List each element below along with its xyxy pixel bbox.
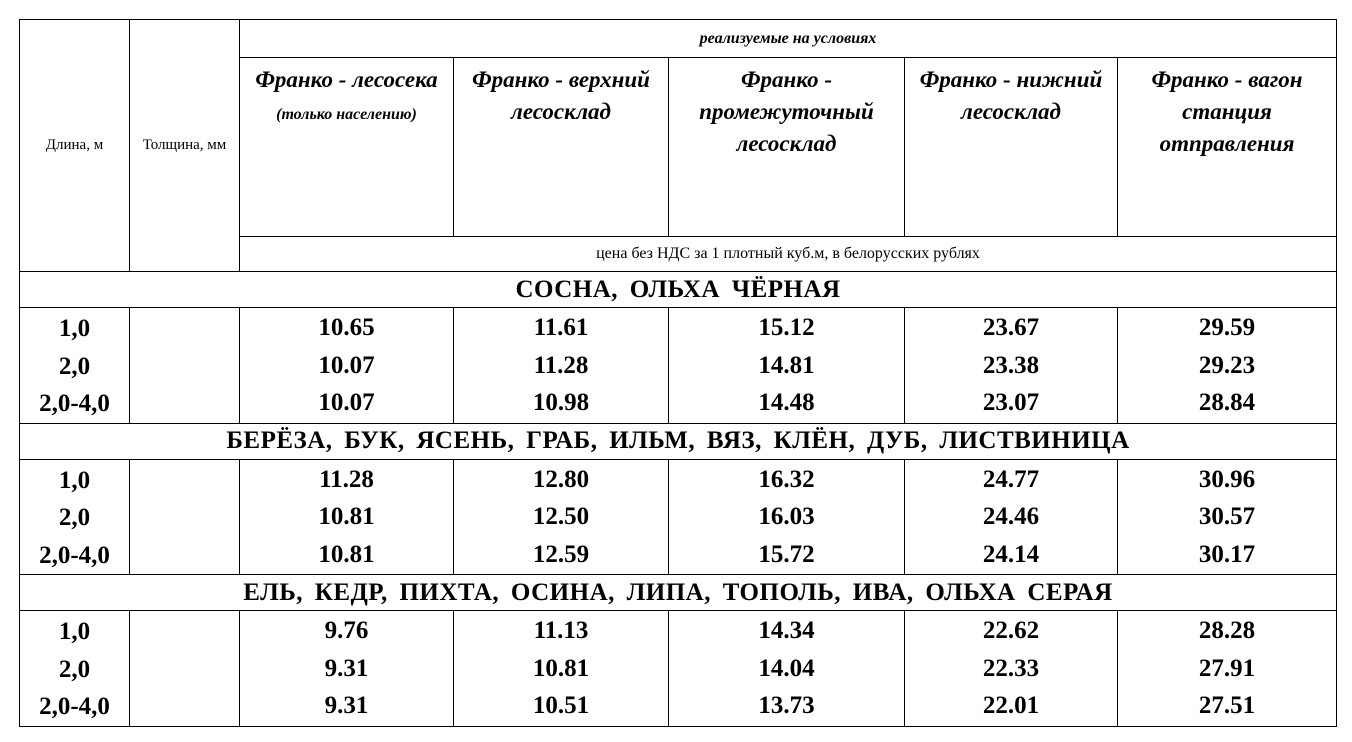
column-header-lower-yard	[905, 58, 1118, 237]
length-value: 2,0	[58, 352, 91, 380]
header-row-conditions	[20, 20, 1337, 58]
group-data-row	[20, 459, 1337, 575]
price-value: 23.67	[982, 314, 1040, 341]
price-value: 9.31	[324, 654, 369, 682]
price-value: 24.77	[982, 465, 1040, 493]
price-cell	[1118, 308, 1337, 424]
price-value: 22.01	[982, 692, 1040, 719]
price-cell	[905, 308, 1118, 424]
price-value: 27.51	[1198, 692, 1256, 719]
price-table	[19, 19, 1337, 727]
price-value: 14.81	[758, 351, 815, 379]
price-cell	[454, 308, 669, 424]
price-value: 23.38	[982, 351, 1040, 379]
price-cell	[454, 459, 669, 575]
group-data-row	[20, 308, 1337, 424]
length-header-label: Длина, м	[45, 137, 104, 153]
price-value: 27.91	[1198, 654, 1256, 682]
price-value: 10.07	[318, 389, 375, 416]
column-header-wagon-station	[1118, 58, 1337, 237]
price-value: 16.03	[758, 503, 815, 530]
price-value: 22.33	[982, 654, 1040, 682]
price-value: 13.73	[758, 692, 815, 719]
price-value: 10.65	[318, 314, 375, 341]
price-value: 29.59	[1198, 314, 1256, 341]
price-value: 10.07	[318, 351, 375, 379]
length-cell	[20, 611, 130, 727]
length-value: 1,0	[58, 618, 91, 645]
price-value: 16.32	[758, 465, 815, 493]
price-value: 9.31	[324, 692, 369, 719]
column-header-intermediate-yard	[669, 58, 905, 237]
group-title-label: БЕРЁЗА, БУК, ЯСЕНЬ, ГРАБ, ИЛЬМ, ВЯЗ, КЛЁН, ДУБ, ЛИСТВИНИЦА	[226, 427, 1130, 454]
conditions-header	[240, 20, 1337, 58]
price-value: 24.14	[982, 540, 1040, 568]
group-title-label: СОСНА, ОЛЬХА ЧЁРНАЯ	[515, 275, 841, 303]
price-cell	[905, 611, 1118, 727]
length-value: 1,0	[58, 315, 91, 342]
group-title-row	[20, 575, 1337, 611]
price-value: 11.13	[533, 617, 589, 644]
price-value: 14.04	[758, 654, 815, 682]
thickness-header	[130, 20, 240, 272]
group-title-label: ЕЛЬ, КЕДР, ПИХТА, ОСИНА, ЛИПА, ТОПОЛЬ, ИВА, ОЛЬХА СЕРАЯ	[243, 578, 1113, 606]
price-cell	[1118, 611, 1337, 727]
price-value: 28.84	[1198, 389, 1256, 416]
price-value: 12.50	[532, 503, 590, 530]
thickness-cell	[130, 459, 240, 575]
conditions-header-label: реализуемые на условиях	[699, 29, 877, 47]
price-cell	[1118, 459, 1337, 575]
price-value: 11.61	[533, 314, 589, 341]
price-cell	[454, 611, 669, 727]
price-value: 14.34	[758, 617, 815, 644]
thickness-header-label: Толщина, мм	[142, 137, 227, 153]
price-value: 10.81	[532, 654, 590, 682]
price-value: 9.76	[324, 617, 369, 644]
length-value: 2,0	[58, 504, 91, 531]
price-value: 22.62	[982, 617, 1040, 644]
price-value: 29.23	[1198, 351, 1256, 379]
thickness-cell	[130, 611, 240, 727]
length-cell	[20, 308, 130, 424]
column-header-label: Франко - нижний лесосклад	[919, 67, 1103, 124]
group-title-spruce	[20, 575, 1337, 611]
price-value: 30.96	[1198, 465, 1256, 493]
price-value: 10.81	[318, 540, 375, 568]
price-cell	[240, 611, 454, 727]
price-note-label: цена без НДС за 1 плотный куб.м, в белорусских рублях	[596, 245, 980, 262]
price-cell	[240, 308, 454, 424]
length-header	[20, 20, 130, 272]
price-value: 30.57	[1198, 503, 1256, 530]
price-value: 10.81	[318, 503, 375, 530]
price-value: 12.80	[532, 465, 590, 493]
length-value: 2,0-4,0	[39, 693, 110, 720]
price-cell	[669, 308, 905, 424]
column-header-note: (только населению)	[276, 106, 417, 123]
price-value: 15.12	[758, 314, 815, 341]
group-title-pine	[20, 272, 1337, 308]
price-value: 12.59	[532, 540, 590, 568]
column-header-lesoseka	[240, 58, 454, 237]
price-value: 14.48	[758, 389, 815, 416]
price-value: 11.28	[533, 351, 589, 379]
thickness-cell	[130, 308, 240, 424]
column-header-label: Франко - лесосека	[255, 67, 438, 92]
price-value: 11.28	[319, 465, 374, 493]
column-header-upper-yard	[454, 58, 669, 237]
price-value: 10.51	[532, 692, 590, 719]
length-value: 2,0-4,0	[39, 390, 110, 417]
price-cell	[240, 459, 454, 575]
group-title-birch	[20, 423, 1337, 459]
length-value: 2,0	[58, 655, 91, 683]
column-header-label: Франко - вагон станция отправления	[1151, 67, 1303, 156]
price-value: 24.46	[982, 503, 1040, 530]
price-value: 10.98	[532, 389, 590, 416]
price-value: 23.07	[982, 389, 1040, 416]
price-note	[240, 237, 1337, 272]
group-title-row	[20, 272, 1337, 308]
length-cell	[20, 459, 130, 575]
length-value: 1,0	[58, 466, 91, 494]
price-cell	[905, 459, 1118, 575]
column-header-label: Франко - промежуточный лесосклад	[699, 67, 874, 156]
price-value: 30.17	[1198, 540, 1256, 568]
length-value: 2,0-4,0	[39, 541, 110, 569]
group-title-row	[20, 423, 1337, 459]
price-value: 15.72	[758, 540, 815, 568]
column-header-label: Франко - верхний лесосклад	[472, 67, 650, 124]
price-cell	[669, 459, 905, 575]
group-data-row	[20, 611, 1337, 727]
price-cell	[669, 611, 905, 727]
price-value: 28.28	[1198, 617, 1256, 644]
